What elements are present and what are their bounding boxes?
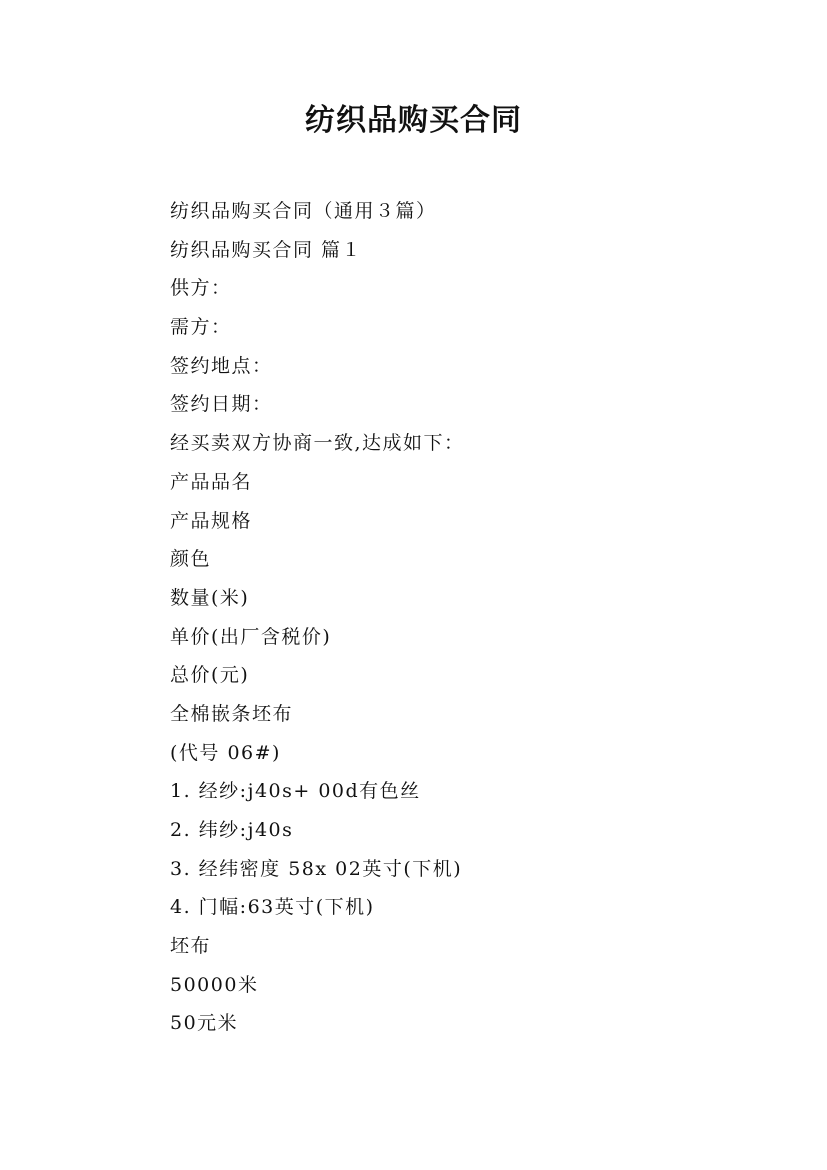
buyer-line: 需方： (170, 316, 232, 339)
unit-price-label: 单价(出厂含税价) (170, 625, 332, 648)
color-label: 颜色 (170, 548, 212, 571)
total-price-label: 总价(元) (170, 664, 250, 687)
product-code-value: (代号 06#) (170, 741, 281, 764)
spec-item-density: 3. 经纬密度 58x 02英寸(下机) (170, 857, 463, 880)
spec-item-width: 4. 门幅:63英寸(下机) (170, 896, 375, 919)
quantity-label: 数量(米) (170, 586, 250, 609)
agreement-intro-line: 经买卖双方协商一致,达成如下： (170, 432, 465, 455)
supplier-line: 供方： (170, 277, 232, 300)
product-spec-label: 产品规格 (170, 509, 253, 532)
spec-item-warp: 1. 经纱:j40s+ 00d有色丝 (170, 780, 421, 803)
subtitle-line: 纺织品购买合同（通用３篇） (170, 200, 437, 222)
signing-place-line: 签约地点： (170, 354, 273, 377)
product-name-value: 全棉嵌条坯布 (170, 702, 294, 725)
document-title: 纺织品购买合同 (305, 103, 522, 138)
unit-price-value: 50元米 (170, 1012, 239, 1035)
signing-date-line: 签约日期： (170, 393, 273, 416)
quantity-value: 50000米 (170, 973, 259, 996)
document-body (170, 192, 770, 1043)
product-name-label: 产品品名 (170, 470, 253, 493)
section-heading-line: 纺织品购买合同 篇１ (170, 238, 363, 261)
color-value: 坯布 (170, 935, 212, 958)
spec-item-weft: 2. 纬纱:j40s (170, 819, 294, 841)
